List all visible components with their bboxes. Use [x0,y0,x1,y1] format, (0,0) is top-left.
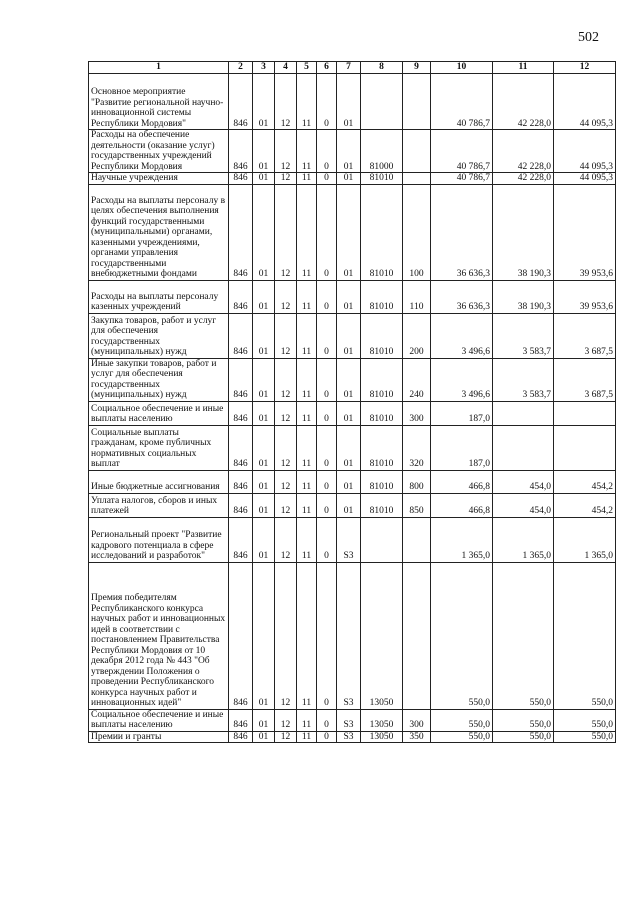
cell-c8 [361,517,403,562]
cell-c5: 11 [297,401,317,425]
cell-c2: 846 [229,425,253,470]
cell-c12: 550,0 [554,709,616,731]
cell-c4: 12 [275,130,297,173]
cell-c7: 01 [337,173,361,185]
row-name-cell: Региональный проект "Развитие кадрового потенциала в сфере исследований и разработок" [89,517,229,562]
cell-c12: 39 953,6 [554,184,616,280]
cell-c5: 11 [297,130,317,173]
cell-c10: 550,0 [431,562,493,709]
cell-c6: 0 [317,184,337,280]
cell-c8: 81010 [361,313,403,358]
table-row [89,313,616,358]
table-row [89,130,616,173]
cell-c12: 3 687,5 [554,313,616,358]
cell-c4: 12 [275,493,297,517]
cell-c5: 11 [297,562,317,709]
cell-c9: 200 [403,313,431,358]
cell-c4: 12 [275,74,297,130]
cell-c10: 40 786,7 [431,173,493,185]
cell-c7: 01 [337,184,361,280]
row-name-cell: Иные бюджетные ассигнования [89,470,229,493]
column-header: 8 [361,62,403,74]
cell-c3: 01 [253,358,275,401]
cell-c7: 01 [337,358,361,401]
cell-c2: 846 [229,517,253,562]
cell-c9 [403,562,431,709]
cell-c6: 0 [317,358,337,401]
cell-c8: 13050 [361,709,403,731]
cell-c9 [403,517,431,562]
cell-c11: 3 583,7 [493,313,554,358]
cell-c9 [403,74,431,130]
column-header: 2 [229,62,253,74]
cell-c5: 11 [297,184,317,280]
cell-c9: 300 [403,401,431,425]
cell-c4: 12 [275,731,297,743]
cell-c8: 81010 [361,470,403,493]
cell-c6: 0 [317,562,337,709]
cell-c2: 846 [229,173,253,185]
cell-c10: 3 496,6 [431,358,493,401]
cell-c4: 12 [275,401,297,425]
row-name-cell: Научные учреждения [89,173,229,185]
cell-c2: 846 [229,130,253,173]
cell-c5: 11 [297,709,317,731]
cell-c11: 42 228,0 [493,130,554,173]
cell-c6: 0 [317,401,337,425]
cell-c7: 01 [337,74,361,130]
cell-c6: 0 [317,470,337,493]
cell-c4: 12 [275,425,297,470]
cell-c2: 846 [229,562,253,709]
cell-c5: 11 [297,173,317,185]
column-header: 4 [275,62,297,74]
cell-c5: 11 [297,517,317,562]
cell-c3: 01 [253,401,275,425]
cell-c8: 13050 [361,562,403,709]
cell-c7: S3 [337,709,361,731]
row-name-cell: Закупка товаров, работ и услуг для обеспечения государственных (муниципальных) нужд [89,313,229,358]
cell-c9 [403,173,431,185]
cell-c7: 01 [337,130,361,173]
cell-c4: 12 [275,313,297,358]
table-row [89,401,616,425]
cell-c2: 846 [229,280,253,313]
row-name-cell: Иные закупки товаров, работ и услуг для обеспечения государственных (муниципальных) нужд [89,358,229,401]
cell-c8: 81010 [361,173,403,185]
cell-c12: 44 095,3 [554,130,616,173]
cell-c3: 01 [253,130,275,173]
cell-c11 [493,425,554,470]
cell-c3: 01 [253,425,275,470]
cell-c3: 01 [253,731,275,743]
cell-c4: 12 [275,184,297,280]
cell-c3: 01 [253,709,275,731]
table-row [89,173,616,185]
cell-c11: 38 190,3 [493,184,554,280]
table-row [89,709,616,731]
table-row [89,470,616,493]
cell-c3: 01 [253,74,275,130]
cell-c10: 36 636,3 [431,184,493,280]
cell-c5: 11 [297,358,317,401]
cell-c8: 81010 [361,425,403,470]
cell-c5: 11 [297,425,317,470]
cell-c4: 12 [275,517,297,562]
cell-c2: 846 [229,709,253,731]
cell-c9: 800 [403,470,431,493]
cell-c5: 11 [297,731,317,743]
cell-c2: 846 [229,470,253,493]
table-row [89,74,616,130]
cell-c7: 01 [337,470,361,493]
cell-c6: 0 [317,74,337,130]
cell-c11: 38 190,3 [493,280,554,313]
cell-c8: 13050 [361,731,403,743]
row-name-cell: Социальное обеспечение и иные выплаты населению [89,709,229,731]
cell-c12: 454,2 [554,493,616,517]
table-row [89,184,616,280]
cell-c3: 01 [253,313,275,358]
cell-c3: 01 [253,562,275,709]
table-row [89,731,616,743]
cell-c12 [554,425,616,470]
cell-c8: 81010 [361,401,403,425]
cell-c9: 850 [403,493,431,517]
cell-c10: 1 365,0 [431,517,493,562]
row-name-cell: Основное мероприятие "Развитие региональной научно-инновационной системы Республики Мордовия" [89,74,229,130]
column-header: 3 [253,62,275,74]
column-header: 9 [403,62,431,74]
cell-c6: 0 [317,313,337,358]
cell-c12: 550,0 [554,562,616,709]
column-header: 12 [554,62,616,74]
cell-c8: 81010 [361,493,403,517]
cell-c10: 36 636,3 [431,280,493,313]
cell-c2: 846 [229,313,253,358]
table-row [89,358,616,401]
cell-c10: 3 496,6 [431,313,493,358]
cell-c4: 12 [275,470,297,493]
page-number: 502 [578,30,599,45]
cell-c6: 0 [317,709,337,731]
cell-c2: 846 [229,74,253,130]
cell-c4: 12 [275,173,297,185]
column-header: 11 [493,62,554,74]
cell-c5: 11 [297,493,317,517]
cell-c2: 846 [229,731,253,743]
cell-c3: 01 [253,173,275,185]
cell-c8: 81000 [361,130,403,173]
cell-c7: 01 [337,493,361,517]
cell-c5: 11 [297,313,317,358]
cell-c12: 3 687,5 [554,358,616,401]
row-name-cell: Социальное обеспечение и иные выплаты населению [89,401,229,425]
column-header: 10 [431,62,493,74]
cell-c12: 39 953,6 [554,280,616,313]
cell-c6: 0 [317,280,337,313]
table-row [89,517,616,562]
row-name-cell: Премии и гранты [89,731,229,743]
row-name-cell: Уплата налогов, сборов и иных платежей [89,493,229,517]
cell-c5: 11 [297,280,317,313]
cell-c4: 12 [275,280,297,313]
cell-c10: 40 786,7 [431,130,493,173]
cell-c2: 846 [229,493,253,517]
column-header: 5 [297,62,317,74]
cell-c7: 01 [337,313,361,358]
cell-c6: 0 [317,425,337,470]
cell-c7: S3 [337,731,361,743]
cell-c9: 110 [403,280,431,313]
cell-c6: 0 [317,517,337,562]
header-row [89,62,616,74]
cell-c7: 01 [337,401,361,425]
cell-c9: 240 [403,358,431,401]
cell-c11: 3 583,7 [493,358,554,401]
cell-c4: 12 [275,358,297,401]
cell-c12: 1 365,0 [554,517,616,562]
cell-c10: 187,0 [431,425,493,470]
cell-c8: 81010 [361,280,403,313]
cell-c10: 466,8 [431,493,493,517]
cell-c12: 44 095,3 [554,74,616,130]
cell-c9: 300 [403,709,431,731]
cell-c3: 01 [253,517,275,562]
cell-c2: 846 [229,184,253,280]
column-header: 7 [337,62,361,74]
row-name-cell: Расходы на выплаты персоналу в целях обеспечения выполнения функций государственными (муниципальными) органами, казенными учреждениями, органами управления государственными внебюджетными фондами [89,184,229,280]
cell-c7: 01 [337,425,361,470]
table-row [89,280,616,313]
cell-c9 [403,130,431,173]
cell-c10: 466,8 [431,470,493,493]
table-row [89,425,616,470]
row-name-cell: Расходы на выплаты персоналу казенных учреждений [89,280,229,313]
column-header: 1 [89,62,229,74]
cell-c6: 0 [317,173,337,185]
cell-c3: 01 [253,184,275,280]
cell-c8 [361,74,403,130]
column-header: 6 [317,62,337,74]
cell-c5: 11 [297,74,317,130]
cell-c11: 1 365,0 [493,517,554,562]
cell-c11: 42 228,0 [493,173,554,185]
row-name-cell: Социальные выплаты гражданам, кроме публичных нормативных социальных выплат [89,425,229,470]
cell-c6: 0 [317,130,337,173]
cell-c11 [493,401,554,425]
budget-table [88,61,616,743]
cell-c7: S3 [337,517,361,562]
cell-c8: 81010 [361,184,403,280]
cell-c11: 454,0 [493,493,554,517]
cell-c9: 320 [403,425,431,470]
table-row [89,493,616,517]
cell-c6: 0 [317,731,337,743]
cell-c11: 550,0 [493,731,554,743]
cell-c11: 454,0 [493,470,554,493]
cell-c12: 454,2 [554,470,616,493]
cell-c3: 01 [253,470,275,493]
cell-c10: 40 786,7 [431,74,493,130]
cell-c10: 187,0 [431,401,493,425]
row-name-cell: Расходы на обеспечение деятельности (оказание услуг) государственных учреждений Республики Мордовия [89,130,229,173]
cell-c4: 12 [275,562,297,709]
cell-c2: 846 [229,358,253,401]
cell-c12: 550,0 [554,731,616,743]
cell-c12 [554,401,616,425]
cell-c2: 846 [229,401,253,425]
cell-c4: 12 [275,709,297,731]
cell-c7: 01 [337,280,361,313]
cell-c5: 11 [297,470,317,493]
cell-c7: S3 [337,562,361,709]
cell-c9: 350 [403,731,431,743]
cell-c9: 100 [403,184,431,280]
cell-c12: 44 095,3 [554,173,616,185]
row-name-cell: Премия победителям Республиканского конкурса научных работ и инновационных идей в соответствии с постановлением Правительства Республики Мордовия от 10 декабря 2012 года № 443 "Об утверждении Положения о проведении Республиканского конкурса научных работ и инновационных идей" [89,562,229,709]
cell-c6: 0 [317,493,337,517]
cell-c10: 550,0 [431,731,493,743]
cell-c11: 550,0 [493,709,554,731]
cell-c3: 01 [253,493,275,517]
cell-c8: 81010 [361,358,403,401]
cell-c10: 550,0 [431,709,493,731]
table-row [89,562,616,709]
cell-c3: 01 [253,280,275,313]
cell-c11: 550,0 [493,562,554,709]
cell-c11: 42 228,0 [493,74,554,130]
